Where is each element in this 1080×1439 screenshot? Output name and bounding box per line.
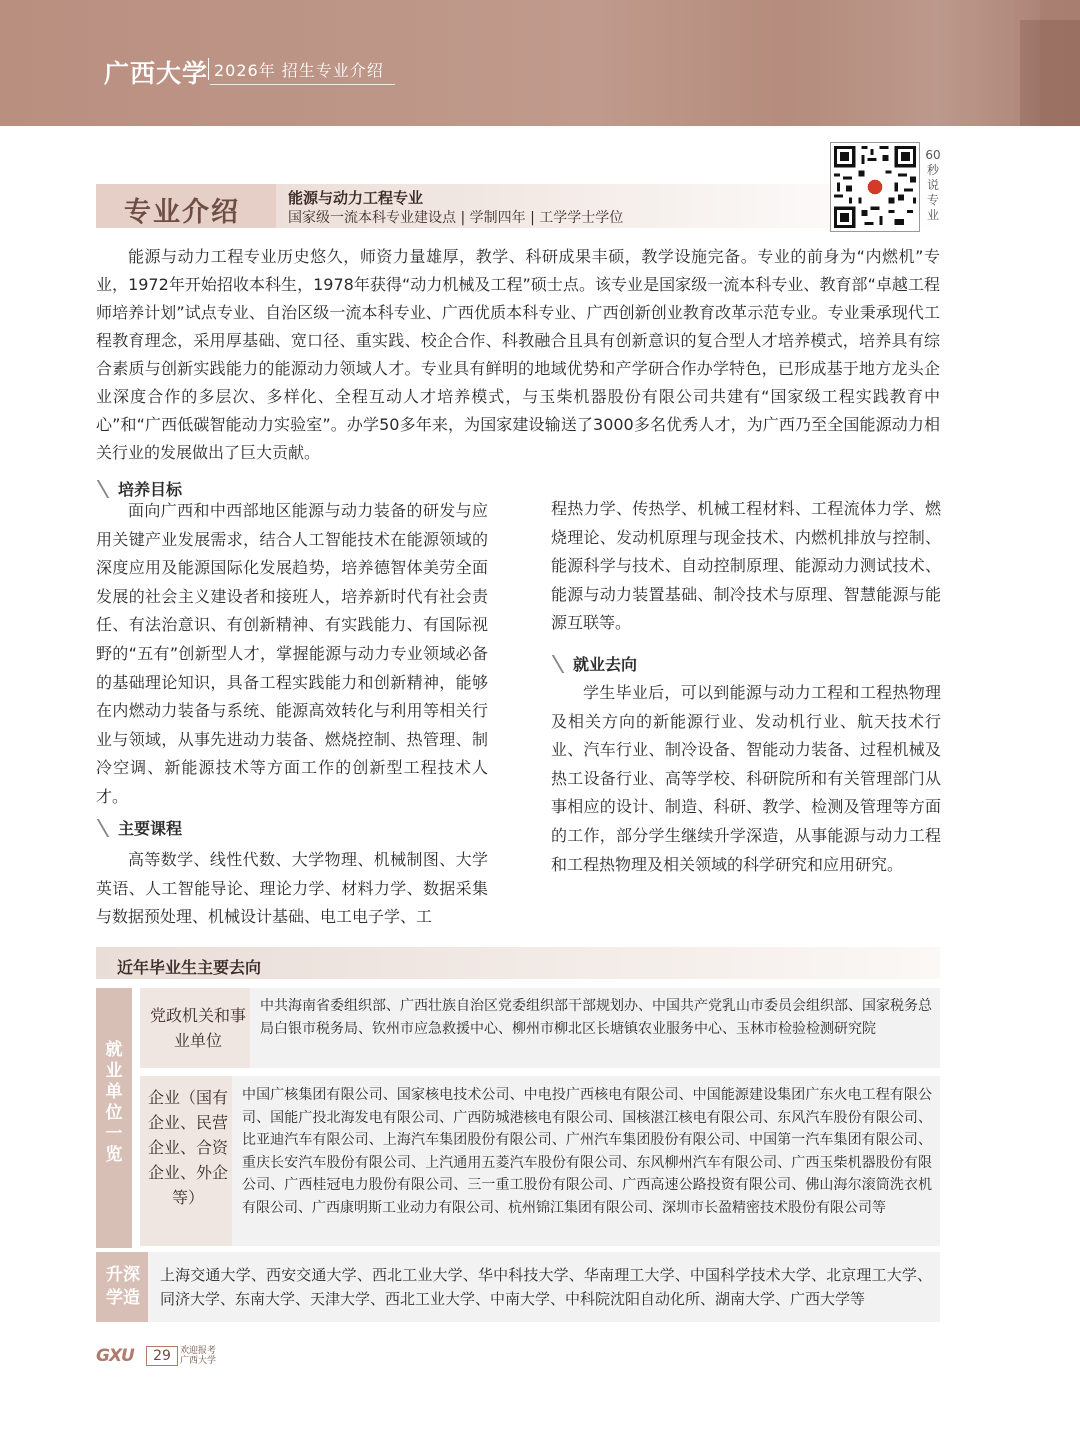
advance-label: 升深学造 xyxy=(106,1265,140,1308)
intro-paragraph: 能源与动力工程专业历史悠久，师资力量雄厚，教学、科研成果丰硕，教学设施完备。专业的前身为“内燃机”专业，1972年开始招收本科生，1978年获得“动力机械及工程”硕士点。该专业是国家级一流本科专业、教育部“卓越工程师培养计划”试点专业、自治区级一流本科专业、广西优质本科专业、广西创新创业教育改革示范专业。专业秉承现代工程教育理念，采用厚基础、宽口径、重实践、校企合作、科教融合且具有创新意识的复合型人才培养模式，培养具有综合素质与创新实践能力的能源动力领域人才。专业具有鲜明的地域优势和产学研合作办学特色，已形成基于地方龙头企业深度合作的多层次、多样化、全程互动人才培养模式，与玉柴机器股份有限公司共建有“国家级工程实践教育中心”和“广西低碳智能动力实验室”。办学50多年来，为国家建设输送了3000多名优秀人才，为广西乃至全国能源动力相关行业的发展做出了巨大贡献。 xyxy=(96,247,940,462)
qr-code-icon xyxy=(831,143,919,231)
courses-title: 主要课程 xyxy=(118,819,183,838)
slash-icon xyxy=(551,655,565,673)
footer-slogan-line-2: 广西大学 xyxy=(180,1356,217,1366)
goals-title: 培养目标 xyxy=(118,480,183,499)
footer-slogan-line-1: 欢迎报考 xyxy=(180,1346,217,1356)
page-number: 29 xyxy=(146,1346,178,1366)
gov-category-label: 党政机关和事业单位 xyxy=(150,1006,247,1050)
courses-text-continued: 程热力学、传热学、机械工程材料、工程流体力学、燃烧理论、发动机原理与现金技术、内燃机排放与控制、能源科学与技术、自动控制原理、能源动力测试技术、能源与动力装置基础、制冷技术与原理、智慧能源与能源互联等。 xyxy=(551,499,941,633)
banner-decoration xyxy=(780,0,1040,126)
enterprise-category-label: 企业（国有企业、民营企业、合资企业、外企等） xyxy=(148,1088,229,1207)
major-subtitle: 国家级一流本科专业建设点 | 学制四年 | 工学学士学位 xyxy=(288,210,624,226)
banner-decoration xyxy=(1020,20,1080,126)
major-name: 能源与动力工程专业 xyxy=(288,189,424,207)
career-title: 就业去向 xyxy=(573,655,638,674)
goals-text: 面向广西和中西部地区能源与动力装备的研发与应用关键产业发展需求，结合人工智能技术在能源领域的深度应用及能源国际化发展趋势，培养德智体美劳全面发展的社会主义建设者和接班人，培养新时代有社会责任、有法治意识、有创新精神、有实践能力、有国际视野的“五有”创新型人才，掌握能源与动力专业领域必备的基础理论知识，具备工程实践能力和创新精神，能够在内燃动力装备与系统、能源高效转化与利用等相关行业与领域，从事先进动力装备、燃烧控制、热管理、制冷空调、新能源技术等方面工作的创新型工程技术人才。 xyxy=(96,501,488,806)
qr-code[interactable] xyxy=(830,142,920,232)
gov-destinations: 中共海南省委组织部、广西壮族自治区党委组织部干部规划办、中国共产党乳山市委员会组织部、国家税务总局白银市税务局、钦州市应急救援中心、柳州市柳北区长塘镇农业服务中心、玉林市检验检测研究院 xyxy=(260,998,932,1037)
section-heading-career xyxy=(551,652,637,675)
courses-text: 高等数学、线性代数、大学物理、机械制图、大学英语、人工智能导论、理论力学、材料力学、数据采集与数据预处理、机械设计基础、电工电子学、工 xyxy=(96,850,488,927)
career-text: 学生毕业后，可以到能源与动力工程和工程热物理及相关方向的新能源行业、发动机行业、航天技术行业、汽车行业、制冷设备、智能动力装备、过程机械及热工设备行业、高等学校、科研院所和有关管理部门从事相应的设计、制造、科研、教学、检测及管理等方面的工作，部分学生继续升学深造，从事能源与动力工程和工程热物理及相关领域的科学研究和应用研究。 xyxy=(551,683,941,874)
section-label: 专业介绍 xyxy=(124,197,240,228)
destinations-title: 近年毕业生主要去向 xyxy=(117,958,262,977)
employment-label: 就业单位一览 xyxy=(105,1040,123,1165)
footer-slogan xyxy=(180,1346,216,1366)
advance-destinations: 上海交通大学、西安交通大学、西北工业大学、华中科技大学、华南理工大学、中国科学技术大学、北京理工大学、同济大学、东南大学、天津大学、西北工业大学、中南大学、中科院沈阳自动化所、湖南大学、广西大学等 xyxy=(160,1266,932,1308)
slash-icon xyxy=(96,480,110,498)
header-underline xyxy=(210,84,395,85)
university-name: 广西大学 xyxy=(104,59,209,88)
qr-caption: 60秒说专业 xyxy=(925,148,941,222)
slash-icon xyxy=(96,819,110,837)
section-heading-courses xyxy=(96,816,182,839)
gxu-logo: GXU xyxy=(96,1346,134,1366)
header-title: 2026年 招生专业介绍 xyxy=(214,61,384,80)
enterprise-destinations: 中国广核集团有限公司、国家核电技术公司、中电投广西核电有限公司、中国能源建设集团广东火电工程有限公司、国能广投北海发电有限公司、广西防城港核电有限公司、国核湛江核电有限公司、东风汽车股份有限公司、比亚迪汽车有限公司、上海汽车集团股份有限公司、广州汽车集团股份有限公司、中国第一汽车集团有限公司、重庆长安汽车股份有限公司、上汽通用五菱汽车股份有限公司、东风柳州汽车有限公司、广西玉柴机器股份有限公司、广西桂冠电力股份有限公司、三一重工股份有限公司、广西高速公路投资有限公司、佛山海尔滚筒洗衣机有限公司、广西康明斯工业动力有限公司、杭州锦江集团有限公司、深圳市长盈精密技术股份有限公司等 xyxy=(242,1087,932,1216)
header-divider xyxy=(208,58,209,80)
